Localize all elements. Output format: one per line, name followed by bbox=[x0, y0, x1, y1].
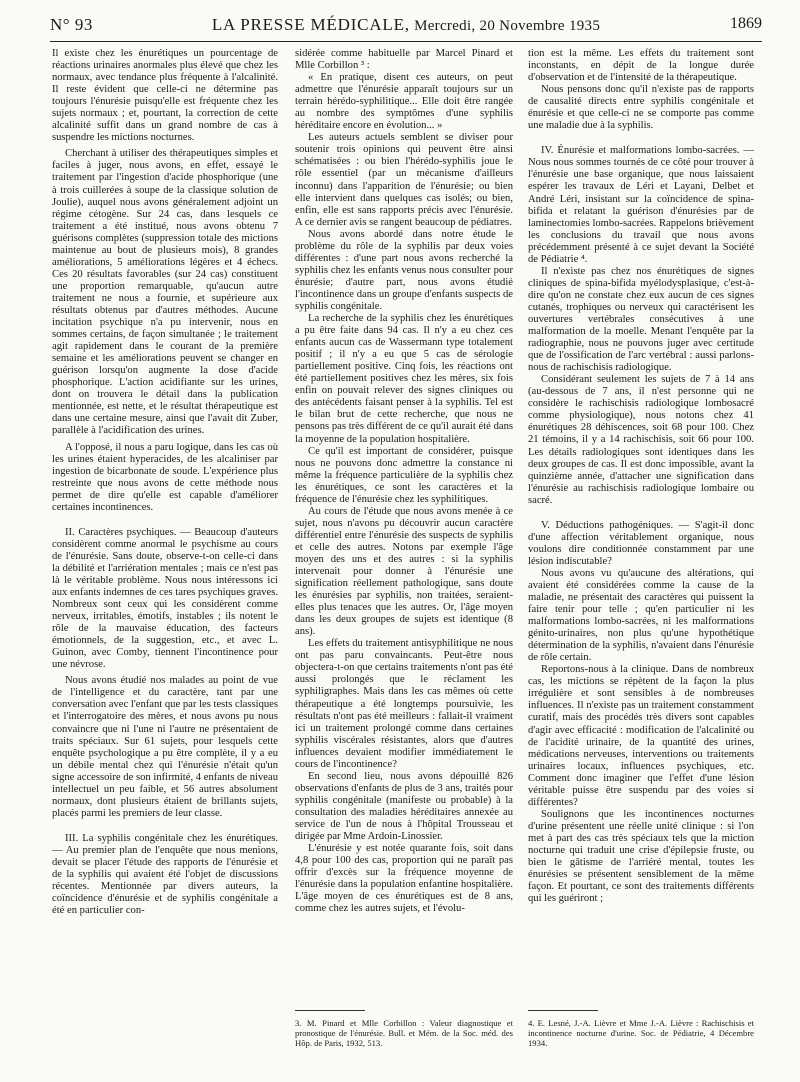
paragraph: Reportons-nous à la clinique. Dans de nombreux cas, les mictions se répètent de la façon la plus irrégulière et sont sensibles à de nombreuses influences. Il n'existe pas un traitement constamment curatif, mais des procédés très divers sont capables d'agir avec efficacité : modification de l'alcalinité ou de l'acidité urinaire, de la quantité des urines, médications nerveuses, interventions ou traitements urinaires locaux, influences psychiques, etc. Comment donc imaginer que l'effet d'une lésion véritable puisse être suspendu par des voies si différentes? bbox=[528, 664, 754, 808]
page-number: 1869 bbox=[730, 15, 762, 32]
paragraph: Ce qu'il est important de considérer, puisque nous ne pouvons donc admettre la constance ni même la fréquence particulière de la syphilis chez les énurétiques, ce sont les caractères et la fréquence de l'énurésie chez les syphilitiques. bbox=[295, 445, 513, 505]
paragraph: Nous avons étudié nos malades au point de vue de l'intelligence et du caractère, tant par une conversation avec l'enfant que par les tests classiques et l'interrogatoire des mères, et nous avons pu nous convaincre que ni l'une ni l'autre ne présentaient de traits spéciaux. Sur 61 sujets, pour lesquels cette enquête psychologique a pu être complète, il y a eu un débile mental chez qui l'énurésie n'était qu'un signe accessoire de son infirmité, 4 enfants de niveau intellectuel un peu faible, et 56 autres absolument normaux, dont plusieurs étaient de brillants sujets, placés parmi les premiers de leur classe. bbox=[52, 675, 278, 819]
quotation: « En pratique, disent ces auteurs, on peut admettre que l'énurésie apparaît toujours sur un terrain hérédo-syphilitique... Elle doit être rangée au nombre des symptômes d'une syphilis héréditaire encore en évolution... » bbox=[295, 72, 513, 132]
footnote-rule bbox=[528, 1010, 598, 1011]
footnote-3: 3. M. Pinard et Mlle Corbillon : Valeur diagnostique et pronostique de l'énurésie. Bull. et Mém. de la Soc. méd. des Hôp. de Paris, 1932, 513. bbox=[295, 1018, 513, 1049]
paragraph: sidérée comme habituelle par Marcel Pinard et Mlle Corbillon ³ : bbox=[295, 48, 513, 72]
section-iv-paragraph: IV. Énurésie et malformations lombo-sacrées. — Nous nous sommes tournés de ce côté pour trouver à l'énurésie une base organique, que nous laissaient espérer les travaux de Léri et Layani, Delbet et André Léri, insistant sur la coïncidence de spina-bifida et relatant la guérison d'énurésies par de laminectomies lombo-sacrées. Rappelons brièvement les conclusions du travail que nous avons précédemment présenté à ce sujet devant la Société de Pédiatrie ⁴. bbox=[528, 145, 754, 265]
paragraph: Soulignons que les incontinences nocturnes d'urine présentent une réelle unité clinique : si l'on met à part des cas très spéciaux tels que la miction nocturne qui traduit une crise d'épilepsie fruste, ou bien le gâtisme de l'arriéré mental, toutes les énurésies se présentent sensiblement de la même façon. Et pourtant, ce sont des traitements différents qui les guériront ; bbox=[528, 808, 754, 905]
paragraph: Les auteurs actuels semblent se diviser pour soutenir trois opinions qui peuvent être ainsi schématisées : ou bien l'hérédo-syphilis joue le rôle essentiel (par un mécanisme d'ailleurs inconnu) dans l'apparition de l'énurésie; ou bien elle intervient dans quelques cas isolés; ou bien, enfin, elle est sans rapports précis avec l'énurésie. A ce dernier avis se rangent beaucoup de pédiatres. bbox=[295, 132, 513, 228]
paragraph: tion est la même. Les effets du traitement sont inconstants, en dépit de la longue durée d'observation et de l'intensité de la thérapeutique. bbox=[528, 48, 754, 84]
section-v-paragraph: V. Déductions pathogéniques. — S'agit-il donc d'une affection véritablement organique, nous voulons dire conditionnée constamment par une lésion indiscutable? bbox=[528, 519, 754, 567]
running-header bbox=[50, 15, 762, 42]
paragraph: A l'opposé, il nous a paru logique, dans les cas où les urines étaient hyperacides, de les alcaliniser par ingestion de bicarbonate de soude. L'expérience plus restreinte que nous avons de cette méthode nous permet de dire qu'elle est capable d'améliorer certaines incontinences. bbox=[52, 441, 278, 513]
paragraph: Il existe chez les énurétiques un pourcentage de réactions urinaires anormales plus élevé que chez les normaux, avec tendance plus fréquente à l'alcalinité. Il reste évident que celle-ci ne détermine pas toujours l'énurésie puisqu'elle est fréquente chez les sujets normaux ; et, pourtant, la correction de cette alcalinité suffit dans un grand nombre de cas à suspendre les mictions nocturnes. bbox=[52, 48, 278, 144]
paragraph: Cherchant à utiliser des thérapeutiques simples et faciles à juger, nous avons, en effet, essayé le traitement par l'ingestion d'acide phosphorique (une à trois cuillerées à soupe de la classique solution de Joulie), auquel nous avons généralement adjoint un régime cétogène. Sur 24 cas, dans lesquels ce traitement a été institué, nous avons obtenu 7 guérisons complètes (suppression totale des mictions maintenue au bout de plusieurs mois), 8 grandes améliorations, 5 améliorations légères et 4 échecs. Ces 20 résultats favorables (sur 24 cas) constituent une proportion remarquable, qu'aucun autre traitement ne nous a fournie, et supérieure aux résultats obtenus par d'autres méthodes. Aucune incitation psychique n'a pu intervenir, nous en sommes certains, de façon simultanée ; le traitement agit rapidement dans le courant de la première semaine et les améliorations peuvent se changer en guérison lorsqu'on augmente la dose d'acide phosphorique. L'action acidifiante sur les urines, dont on trouvera le détail dans la publication mentionnée, est nette, et le résultat thérapeutique est dans une certaine mesure, ainsi que l'avait dit Zuber, parallèle à l'acidification des urines. bbox=[52, 148, 278, 437]
footnote-4: 4. E. Lesné, J.-A. Lièvre et Mme J.-A. Lièvre : Rachischisis et incontinence nocturne d'urine. Soc. de Pédiatrie, 4 Décembre 1934. bbox=[528, 1018, 754, 1049]
paragraph: Au cours de l'étude que nous avons menée à ce sujet, nous n'avons pu découvrir aucun caractère différentiel entre l'énurésie des suspects de syphilis et celle des autres. Notons par exemple l'âge moyen des uns et des autres : si la syphilis intervenait pour donner à l'énurésie une signification réellement pathologique, sans doute les énurésies par syphilis, non traitées, seraient-elles plus tenaces que les autres. Or, l'âge moyen dans les deux groupes de sujets est identique (8 ans). bbox=[295, 505, 513, 638]
paragraph: Nous avons abordé dans notre étude le problème du rôle de la syphilis par deux voies différentes : d'une part nous avons recherché la syphilis chez les enfants venus nous consulter pour énurésie; d'autre part, nous avons étudié l'incontinence dans un groupe d'enfants suspects de syphilis congénitale. bbox=[295, 228, 513, 312]
footnote-rule bbox=[295, 1010, 365, 1011]
paragraph: Nous avons vu qu'aucune des altérations, qui avaient été considérées comme la cause de la maladie, ne présentait des caractères qui puissent la faire tenir pour telle ; qu'en particulier ni les malformations lombo-sacrées, ni les malformations génito-urinaires, non plus qu'une hypothétique détermination de la syphilis, n'avaient dans l'énurésie de rôle certain. bbox=[528, 567, 754, 664]
section-iii-paragraph: III. La syphilis congénitale chez les énurétiques. — Au premier plan de l'enquête que nous menions, devait se placer l'étude des rapports de l'énurésie et de la syphilis qui avaient été l'objet de discussions récentes. Mentionnée par divers auteurs, la coïncidence d'énurésie et de syphilis congénitale a été en particulier con- bbox=[52, 832, 278, 917]
column-3 bbox=[528, 48, 754, 905]
issue-date: Mercredi, 20 Novembre 1935 bbox=[414, 18, 601, 34]
journal-title: LA PRESSE MÉDICALE, bbox=[211, 15, 410, 34]
column-1 bbox=[52, 48, 278, 917]
journal-title-line bbox=[50, 15, 762, 35]
paragraph: Considérant seulement les sujets de 7 à 14 ans (au-dessous de 7 ans, il n'est personne qui ne considère le rachischisis radiologique lombosacré comme physiologique), nous notons chez 41 énurétiques 28 déhiscences, soit 68 pour 100. Chez 21 témoins, il y a 14 rachischisis, soit 66 pour 100. Les détails radiologiques sont identiques dans les deux groupes de cas. Il est donc impossible, avant la quinzième année, d'attacher une signification dans l'énurésie au rachischisis radiologique lombaire ou sacré. bbox=[528, 374, 754, 506]
section-ii-paragraph: II. Caractères psychiques. — Beaucoup d'auteurs considèrent comme anormal le psychisme au cours de l'énurésie. Sans doute, observe-t-on celle-ci dans la débilité et l'arriération mentales ; mais ce n'est pas là le véritable problème. Nous nous intéressons ici aux enfants indemnes de ces tares psychiques graves. Nombreux sont ceux qui les considèrent comme nerveux, irritables, émotifs, instables ; ils notent le rôle de la mauvaise éducation, des facteurs émotionnels, de la suggestion, etc., et avec L. Guinon, avec Comby, tiennent l'incontinence pour une névrose. bbox=[52, 526, 278, 671]
paragraph: L'énurésie y est notée quarante fois, soit dans 4,8 pour 100 des cas, proportion qui ne paraît pas offrir d'excès sur la fréquence moyenne de l'énurésie dans la population enfantine hospitalière. L'âge moyen de ces énurétiques est de 8 ans, comme chez les autres sujets, et l'évolu- bbox=[295, 843, 513, 915]
paragraph: La recherche de la syphilis chez les énurétiques a pu être faite dans 94 cas. Il n'y a eu chez ces enfants aucun cas de Wassermann type totalement positif ; il n'y a eu que 5 cas de sérologie partiellement positive. Cinq fois, les réactions ont été partiellement positives chez les mères, six fois enfin on pouvait relever des signes cliniques ou des antécédents faisant penser à la syphilis. Tel est le bilan brut de cette recherche, que nous ne pensons pas très différent de ce qu'il aurait été dans la moyenne de la population hospitalière. bbox=[295, 313, 513, 445]
paragraph: Il n'existe pas chez nos énurétiques de signes cliniques de spina-bifida myélodysplasique, c'est-à-dire qu'on ne constate chez eux aucun de ces signes cutanés, trophiques ou nerveux qui caractérisent les ouvertures vertébrales consécutives à une malformation de la moelle. Menant l'enquête par la radiographie, nous ne pouvons juger avec certitude que de l'ossification de l'arc vertébral : aussi parlons-nous de rachischisis radiologique. bbox=[528, 265, 754, 374]
issue-number: N° 93 bbox=[50, 15, 93, 34]
paragraph: Nous pensons donc qu'il n'existe pas de rapports de causalité directs entre syphilis congénitale et énurésie et que celle-ci ne se comporte pas comme une maladie due à la syphilis. bbox=[528, 84, 754, 132]
column-2 bbox=[295, 48, 513, 915]
paragraph: En second lieu, nous avons dépouillé 826 observations d'enfants de plus de 3 ans, traités pour syphilis congénitale (manifeste ou probable) à la consultation des maladies héréditaires annexée au service de l'un de nous à l'hôpital Trousseau et dirigée par Mme Ardoin-Linossier. bbox=[295, 770, 513, 843]
paragraph: Les effets du traitement antisyphilitique ne nous ont pas paru convaincants. Peut-être nous objectera-t-on que certains traitements n'ont pas été aussi prolongés que le réclament les syphiligraphes. Mais dans les cas mêmes où cette thérapeutique a été longtemps poursuivie, les résultats n'ont pas été meilleurs : fallait-il vraiment ici un traitement prolongé comme dans certaines syphilis viscérales résistantes, alors que d'autres influences devaient modifier immédiatement le cours de l'incontinence? bbox=[295, 638, 513, 770]
